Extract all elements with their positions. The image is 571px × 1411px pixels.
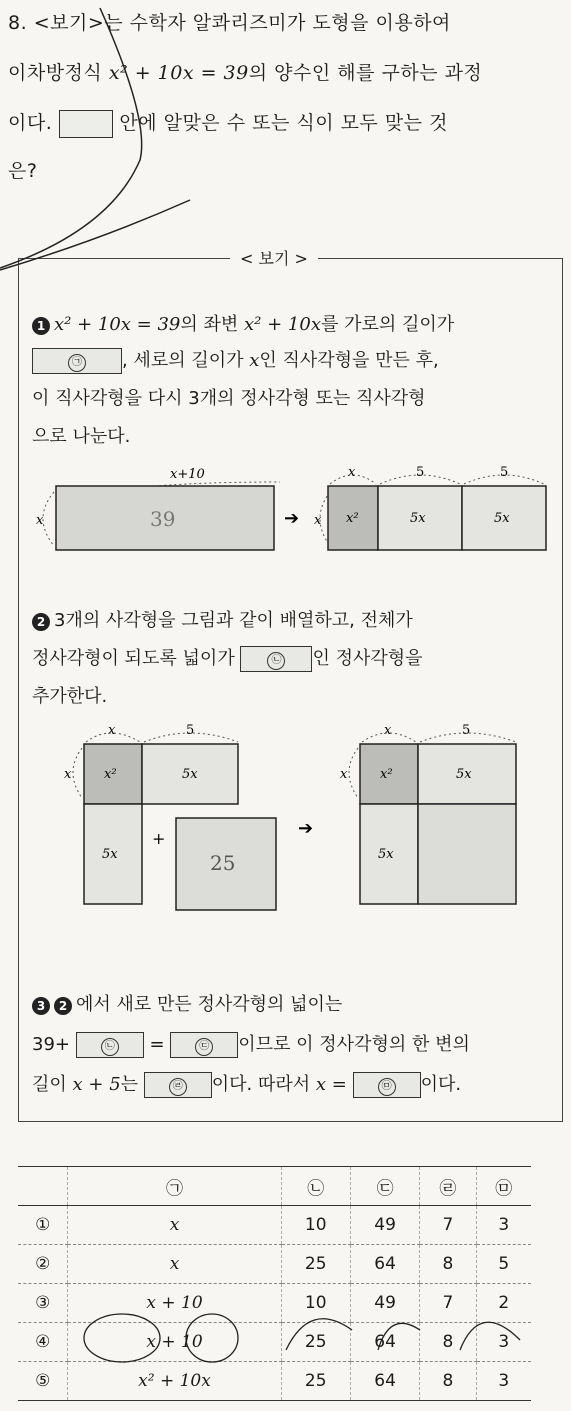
table-cell: 7: [420, 1284, 476, 1323]
table-header: ㉠: [68, 1167, 281, 1206]
table-cell: ③: [18, 1284, 68, 1323]
step3-x-eq: x =: [315, 1074, 347, 1095]
table-cell: 3: [476, 1206, 531, 1245]
table-cell: 8: [420, 1245, 476, 1284]
table-cell: 3: [476, 1362, 531, 1401]
plus-sign: +: [152, 829, 166, 848]
choice-row-1[interactable]: [18, 1206, 531, 1245]
question-line-3: [8, 108, 448, 138]
label-5x-left-2b: 5x: [378, 847, 394, 862]
step2-line1: [32, 606, 413, 632]
table-cell: ④: [18, 1323, 68, 1362]
blank-2-label: ㉡: [267, 652, 285, 670]
blank-5: [353, 1072, 421, 1098]
blank-1: [32, 348, 122, 374]
label-x2: x²: [346, 511, 359, 526]
step2-text-1: 3개의 사각형을 그림과 같이 배열하고, 전체가: [54, 610, 413, 631]
table-cell: 3: [476, 1323, 531, 1362]
table-cell: x: [68, 1245, 281, 1284]
table-cell: x: [68, 1206, 281, 1245]
table-header: ㉤: [476, 1167, 531, 1206]
step3-text-3a: 길이: [32, 1074, 67, 1095]
step1-text-2: 를 가로의 길이가: [320, 314, 455, 335]
step1-text-1: 의 좌변: [180, 314, 239, 335]
label-x-left-2a: x: [64, 767, 72, 782]
label-5x-1: 5x: [410, 511, 426, 526]
handwritten-39: 39: [150, 507, 176, 531]
label-5x-top-2b: 5x: [456, 767, 472, 782]
label-5x-2: 5x: [494, 511, 510, 526]
table-cell: 7: [420, 1206, 476, 1245]
table-cell: 25: [281, 1245, 350, 1284]
blank-2b: [76, 1032, 144, 1058]
brace-left-2b: [349, 748, 358, 798]
step1-x: x: [249, 350, 260, 371]
table-cell: 25: [281, 1323, 350, 1362]
example-box-title: < 보기 >: [230, 246, 318, 269]
label-5-2: 5: [500, 465, 509, 480]
step1-equation: x² + 10x = 39: [54, 314, 181, 335]
table-header: ㉣: [420, 1167, 476, 1206]
step-number-3: 3: [32, 997, 50, 1015]
label-5-2a: 5: [186, 723, 195, 738]
step1-line4: 으로 나눈다.: [32, 426, 131, 447]
blank-5-label: ㉤: [378, 1078, 396, 1096]
step-ref-2: 2: [54, 997, 72, 1015]
step-number-2: 2: [32, 613, 50, 631]
choice-row-5[interactable]: [18, 1362, 531, 1401]
arrow-2: ➔: [298, 818, 314, 839]
table-cell: 64: [350, 1245, 419, 1284]
blank-box: [59, 110, 113, 138]
table-cell: x + 10: [68, 1323, 281, 1362]
question-number: 8.: [8, 12, 28, 34]
figure-2: [60, 718, 530, 918]
table-cell: 49: [350, 1206, 419, 1245]
table-header-row: [18, 1167, 531, 1206]
figure-1: [30, 462, 550, 572]
label-x-2a: x: [108, 723, 116, 738]
label-x-2b: x: [384, 723, 392, 738]
step2-text-2a: 정사각형이 되도록 넓이가: [32, 648, 235, 669]
choice-row-2[interactable]: [18, 1245, 531, 1284]
blank-2b-label: ㉡: [101, 1038, 119, 1056]
question-line-2: [8, 58, 482, 85]
step1-equation-2: x² + 10x: [244, 314, 321, 335]
blank-4-label: ㉣: [169, 1078, 187, 1096]
table-cell: 8: [420, 1323, 476, 1362]
step2-line2: [32, 644, 423, 672]
label-5-1: 5: [416, 465, 425, 480]
step1-text-4: 인 직사각형을 만든 후,: [259, 350, 439, 371]
brace-left-1: [43, 492, 54, 546]
label-x-left-2b: x: [340, 767, 348, 782]
question-equation: x² + 10x = 39: [108, 62, 249, 84]
step3-equals: =: [149, 1034, 165, 1055]
table-header: [18, 1167, 68, 1206]
step1-text-3: , 세로의 길이가: [122, 350, 244, 371]
step3-line3: [32, 1070, 461, 1098]
blank-3-label: ㉢: [195, 1038, 213, 1056]
blank-3: [170, 1032, 238, 1058]
question-text-1: <보기>는 수학자 알콰리즈미가 도형을 이용하여: [33, 12, 451, 34]
square-added: [418, 804, 516, 904]
answer-table: [18, 1166, 531, 1401]
table-cell: 8: [420, 1362, 476, 1401]
question-text-2b: 의 양수인 해를 구하는 과정: [248, 62, 483, 84]
table-cell: 2: [476, 1284, 531, 1323]
step3-x5: x + 5: [72, 1074, 121, 1095]
blank-2: [240, 646, 312, 672]
table-cell: ②: [18, 1245, 68, 1284]
table-cell: 49: [350, 1284, 419, 1323]
choice-row-4[interactable]: [18, 1323, 531, 1362]
question-text-3b: 안에 알맞은 수 또는 식이 모두 맞는 것: [119, 112, 448, 134]
question-text-4: 은?: [8, 160, 38, 182]
question-text-2a: 이차방정식: [8, 62, 103, 84]
table-cell: x + 10: [68, 1284, 281, 1323]
step3-line2: [32, 1030, 470, 1058]
step3-text-1: 에서 새로 만든 정사각형의 넓이는: [76, 994, 343, 1015]
handwritten-25: 25: [210, 851, 236, 875]
table-cell: ⑤: [18, 1362, 68, 1401]
label-x2-2b: x²: [380, 767, 393, 782]
brace-left-2a: [73, 748, 82, 798]
step2-line3: 추가한다.: [32, 686, 108, 707]
choice-row-3[interactable]: [18, 1284, 531, 1323]
step2-text-2b: 인 정사각형을: [312, 648, 423, 669]
arrow-1: ➔: [284, 508, 300, 529]
table-cell: 64: [350, 1323, 419, 1362]
step3-text-3c: 이다. 따라서: [211, 1074, 311, 1095]
table-cell: 10: [281, 1284, 350, 1323]
label-x-left-2: x: [314, 513, 322, 528]
step-number-1: 1: [32, 317, 50, 335]
question-text-3a: 이다.: [8, 112, 53, 134]
label-5x-left-2a: 5x: [102, 847, 118, 862]
step3-text-2b: 이므로 이 정사각형의 한 변의: [238, 1034, 470, 1055]
table-cell: ①: [18, 1206, 68, 1245]
blank-1-label: ㉠: [68, 354, 86, 372]
step1-line1: [32, 310, 454, 336]
step1-line3: 이 직사각형을 다시 3개의 정사각형 또는 직사각형: [32, 388, 426, 409]
label-x-top: x: [348, 465, 356, 480]
pen-stroke-curve: [0, 8, 142, 268]
table-cell: 25: [281, 1362, 350, 1401]
step3-line1: [32, 990, 342, 1016]
step3-text-3b: 는: [120, 1074, 139, 1095]
table-header: ㉡: [281, 1167, 350, 1206]
step3-39plus: 39+: [32, 1034, 70, 1055]
question-line-1: [8, 8, 451, 35]
label-5-2b: 5: [462, 723, 471, 738]
table-cell: 5: [476, 1245, 531, 1284]
table-cell: 10: [281, 1206, 350, 1245]
table-cell: x² + 10x: [68, 1362, 281, 1401]
blank-4: [144, 1072, 212, 1098]
label-5x-top-2a: 5x: [182, 767, 198, 782]
step1-line2: [32, 346, 439, 374]
label-x10: x+10: [170, 467, 205, 482]
table-cell: 64: [350, 1362, 419, 1401]
table-header: ㉢: [350, 1167, 419, 1206]
question-line-4: [8, 156, 37, 183]
label-x-left-1: x: [36, 513, 44, 528]
step3-text-3e: 이다.: [420, 1074, 462, 1095]
label-x2-2a: x²: [104, 767, 117, 782]
